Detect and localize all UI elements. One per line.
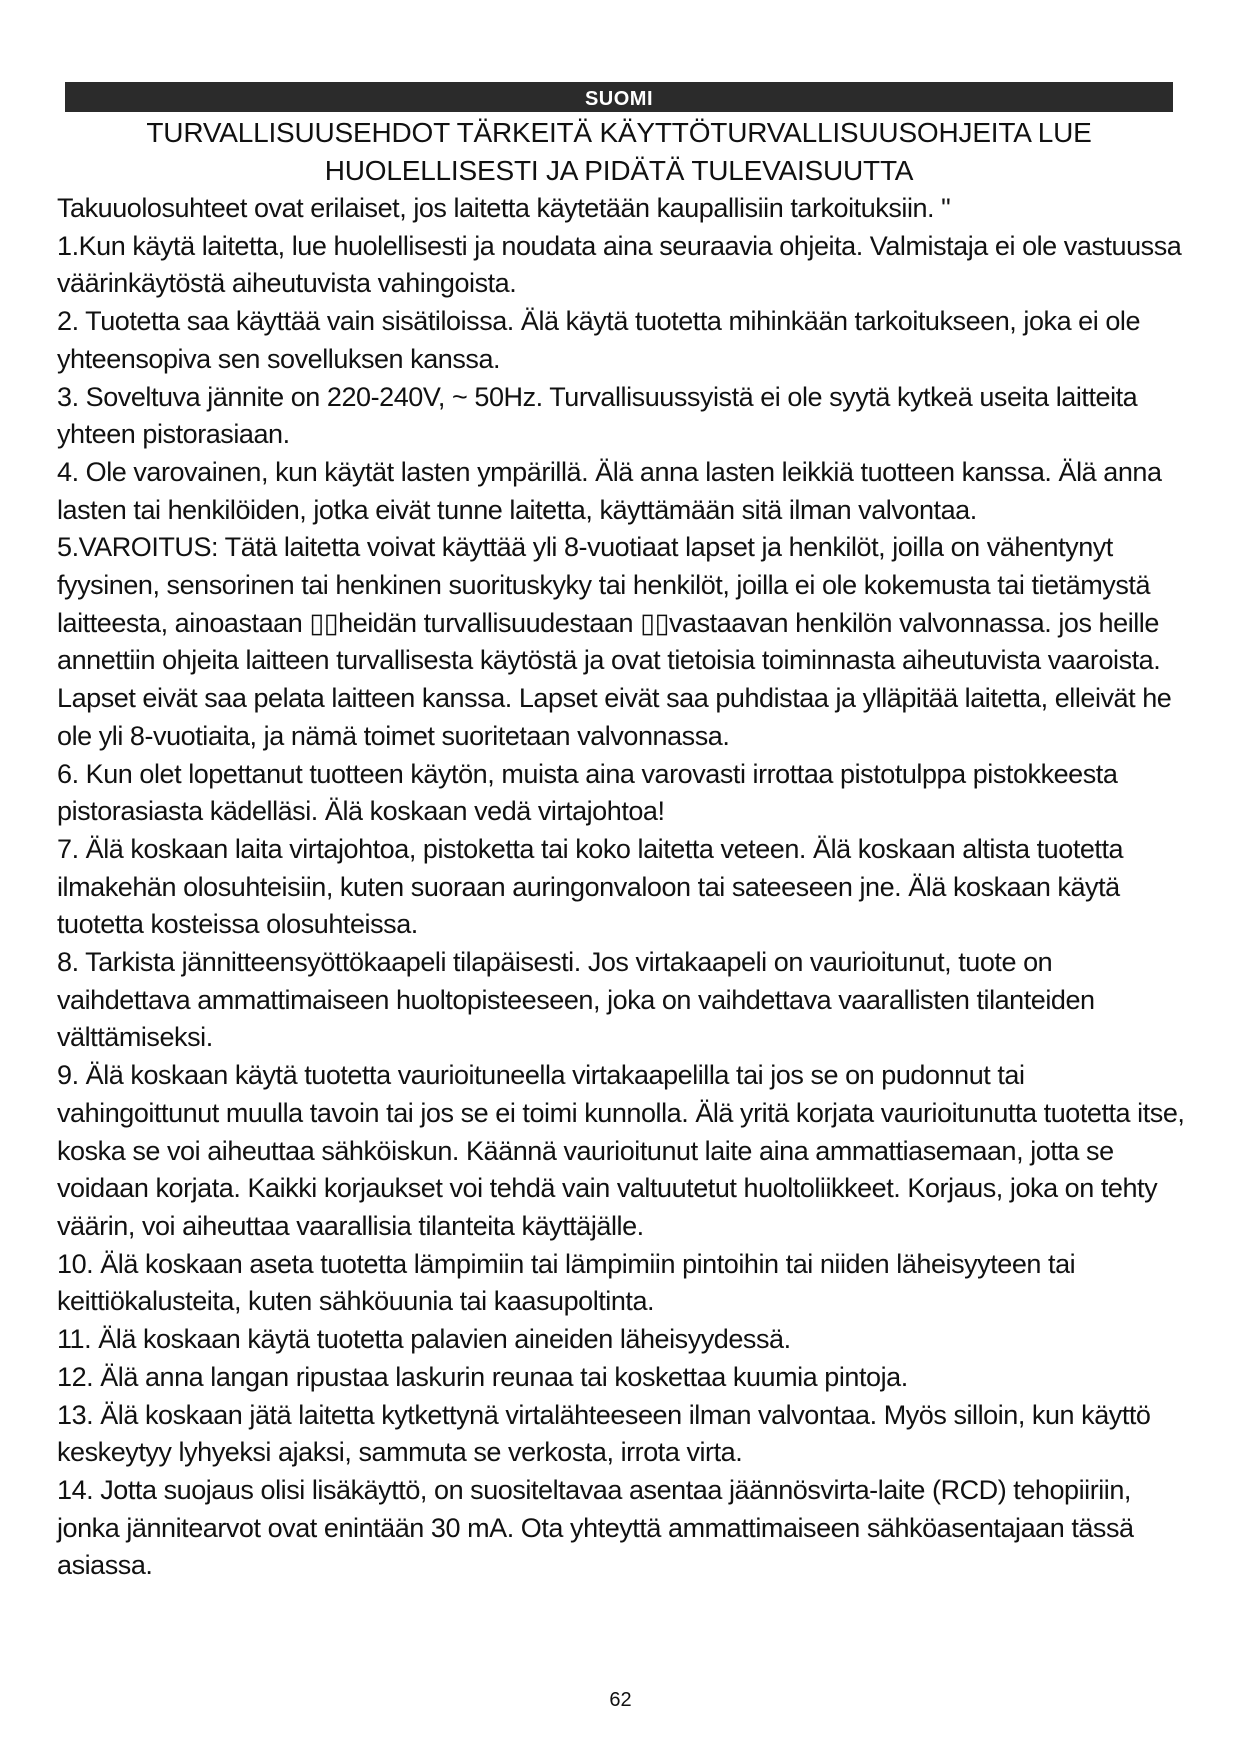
language-header-bar [65,82,1173,112]
page-number: 62 [609,1689,632,1711]
paragraph-8: 8. Tarkista jännitteensyöttökaapeli tilapäisesti. Jos virtakaapeli on vaurioitunut, tuote on vaihdettava ammattimaiseen huoltopisteeseen, joka on vaihdettava vaarallisten tilanteiden välttämiseksi. [57,947,1095,1053]
paragraph-13: 13. Älä koskaan jätä laitetta kytkettynä virtalähteeseen ilman valvontaa. Myös silloin, kun käyttö keskeytyy lyhyeksi ajaksi, sammuta se verkosta, irrota virta. [57,1399,1151,1468]
paragraph-5: 5.VAROITUS: Tätä laitetta voivat käyttää yli 8-vuotiaat lapset ja henkilöt, joilla on vähentynyt fyysinen, sensorinen tai henkinen suorituskyky tai henkilöt, joilla ei ole kokemusta tai tietämystä laitteesta, ainoastaan ▯▯heidän turvallisuudestaan ▯▯vastaavan henkilön valvonnassa. jos heille annettiin ohjeita laitteen turvallisesta käytöstä ja ovat tietoisia toiminnasta aiheutuvista vaaroista. Lapset eivät saa pelata laitteen kanssa. Lapset eivät saa puhdistaa ja ylläpitää laitetta, elleivät he ole yli 8-vuotiaita, ja nämä toimet suoritetaan valvonnassa. [57,532,1172,751]
paragraph-2: 2. Tuotetta saa käyttää vain sisätiloissa. Älä käytä tuotetta mihinkään tarkoitukseen, joka ei ole yhteensopiva sen sovelluksen kanssa. [57,306,1141,374]
title-line-2: HUOLELLISESTI JA PIDÄTÄ TULEVAISUUTTA [324,155,914,186]
paragraph-6: 6. Kun olet lopettanut tuotteen käytön, muista aina varovasti irrottaa pistotulppa pistokkeesta pistorasiasta kädelläsi. Älä koskaan vedä virtajohtoa! [57,758,1118,827]
page-title [65,114,1173,190]
paragraph-12: 12. Älä anna langan ripustaa laskurin reunaa tai koskettaa kuumia pintoja. [57,1361,908,1392]
paragraph-1: 1.Kun käytä laitetta, lue huolellisesti ja noudata aina seuraavia ohjeita. Valmistaja ei ole vastuussa väärinkäytöstä aiheutuvista vahingoista. [57,230,1182,299]
paragraph-4: 4. Ole varovainen, kun käytät lasten ympärillä. Älä anna lasten leikkiä tuotteen kanssa. Älä anna lasten tai henkilöiden, jotka eivät tunne laitetta, käyttämään sitä ilman valvontaa. [57,456,1162,525]
paragraph-7: 7. Älä koskaan laita virtajohtoa, pistoketta tai koko laitetta veteen. Älä koskaan altista tuotetta ilmakehän olosuhteisiin, kuten suoraan auringonvaloon tai sateeseen jne. Älä koskaan käytä tuotetta kosteissa olosuhteissa. [57,833,1124,940]
paragraph-14: 14. Jotta suojaus olisi lisäkäyttö, on suositeltavaa asentaa jäännösvirta-laite (RCD) tehopiiriin, jonka jännitearvot ovat enintään 30 mA. Ota yhteyttä ammattimaiseen sähköasentajaan tässä asiassa. [57,1474,1134,1581]
paragraph-intro: Takuuolosuhteet ovat erilaiset, jos laitetta käytetään kaupallisiin tarkoituksiin. " [57,193,951,223]
safety-instructions [57,190,1187,1585]
paragraph-9: 9. Älä koskaan käytä tuotetta vaurioituneella virtakaapelilla tai jos se on pudonnut tai vahingoittunut muulla tavoin tai jos se ei toimi kunnolla. Älä yritä korjata vaurioitunutta tuotetta itse, koska se voi aiheuttaa sähköiskun. Käännä vaurioitunut laite aina ammattiasemaan, jotta se voidaan korjata. Kaikki korjaukset voi tehdä vain valtuutetut huoltoliikkeet. Korjaus, joka on tehty väärin, voi aiheuttaa vaarallisia tilanteita käyttäjälle. [57,1060,1185,1241]
paragraph-10: 10. Älä koskaan aseta tuotetta lämpimiin tai lämpimiin pintoihin tai niiden läheisyyteen tai keittiökalusteita, kuten sähköuunia tai kaasupoltinta. [57,1248,1076,1317]
paragraph-3: 3. Soveltuva jännite on 220-240V, ~ 50Hz. Turvallisuussyistä ei ole syytä kytkeä useita laitteita yhteen pistorasiaan. [57,381,1138,450]
language-label: SUOMI [584,88,654,110]
paragraph-11: 11. Älä koskaan käytä tuotetta palavien aineiden läheisyydessä. [57,1324,791,1355]
title-line-1: TURVALLISUUSEHDOT TÄRKEITÄ KÄYTTÖTURVALLISUUSOHJEITA LUE [146,117,1092,148]
